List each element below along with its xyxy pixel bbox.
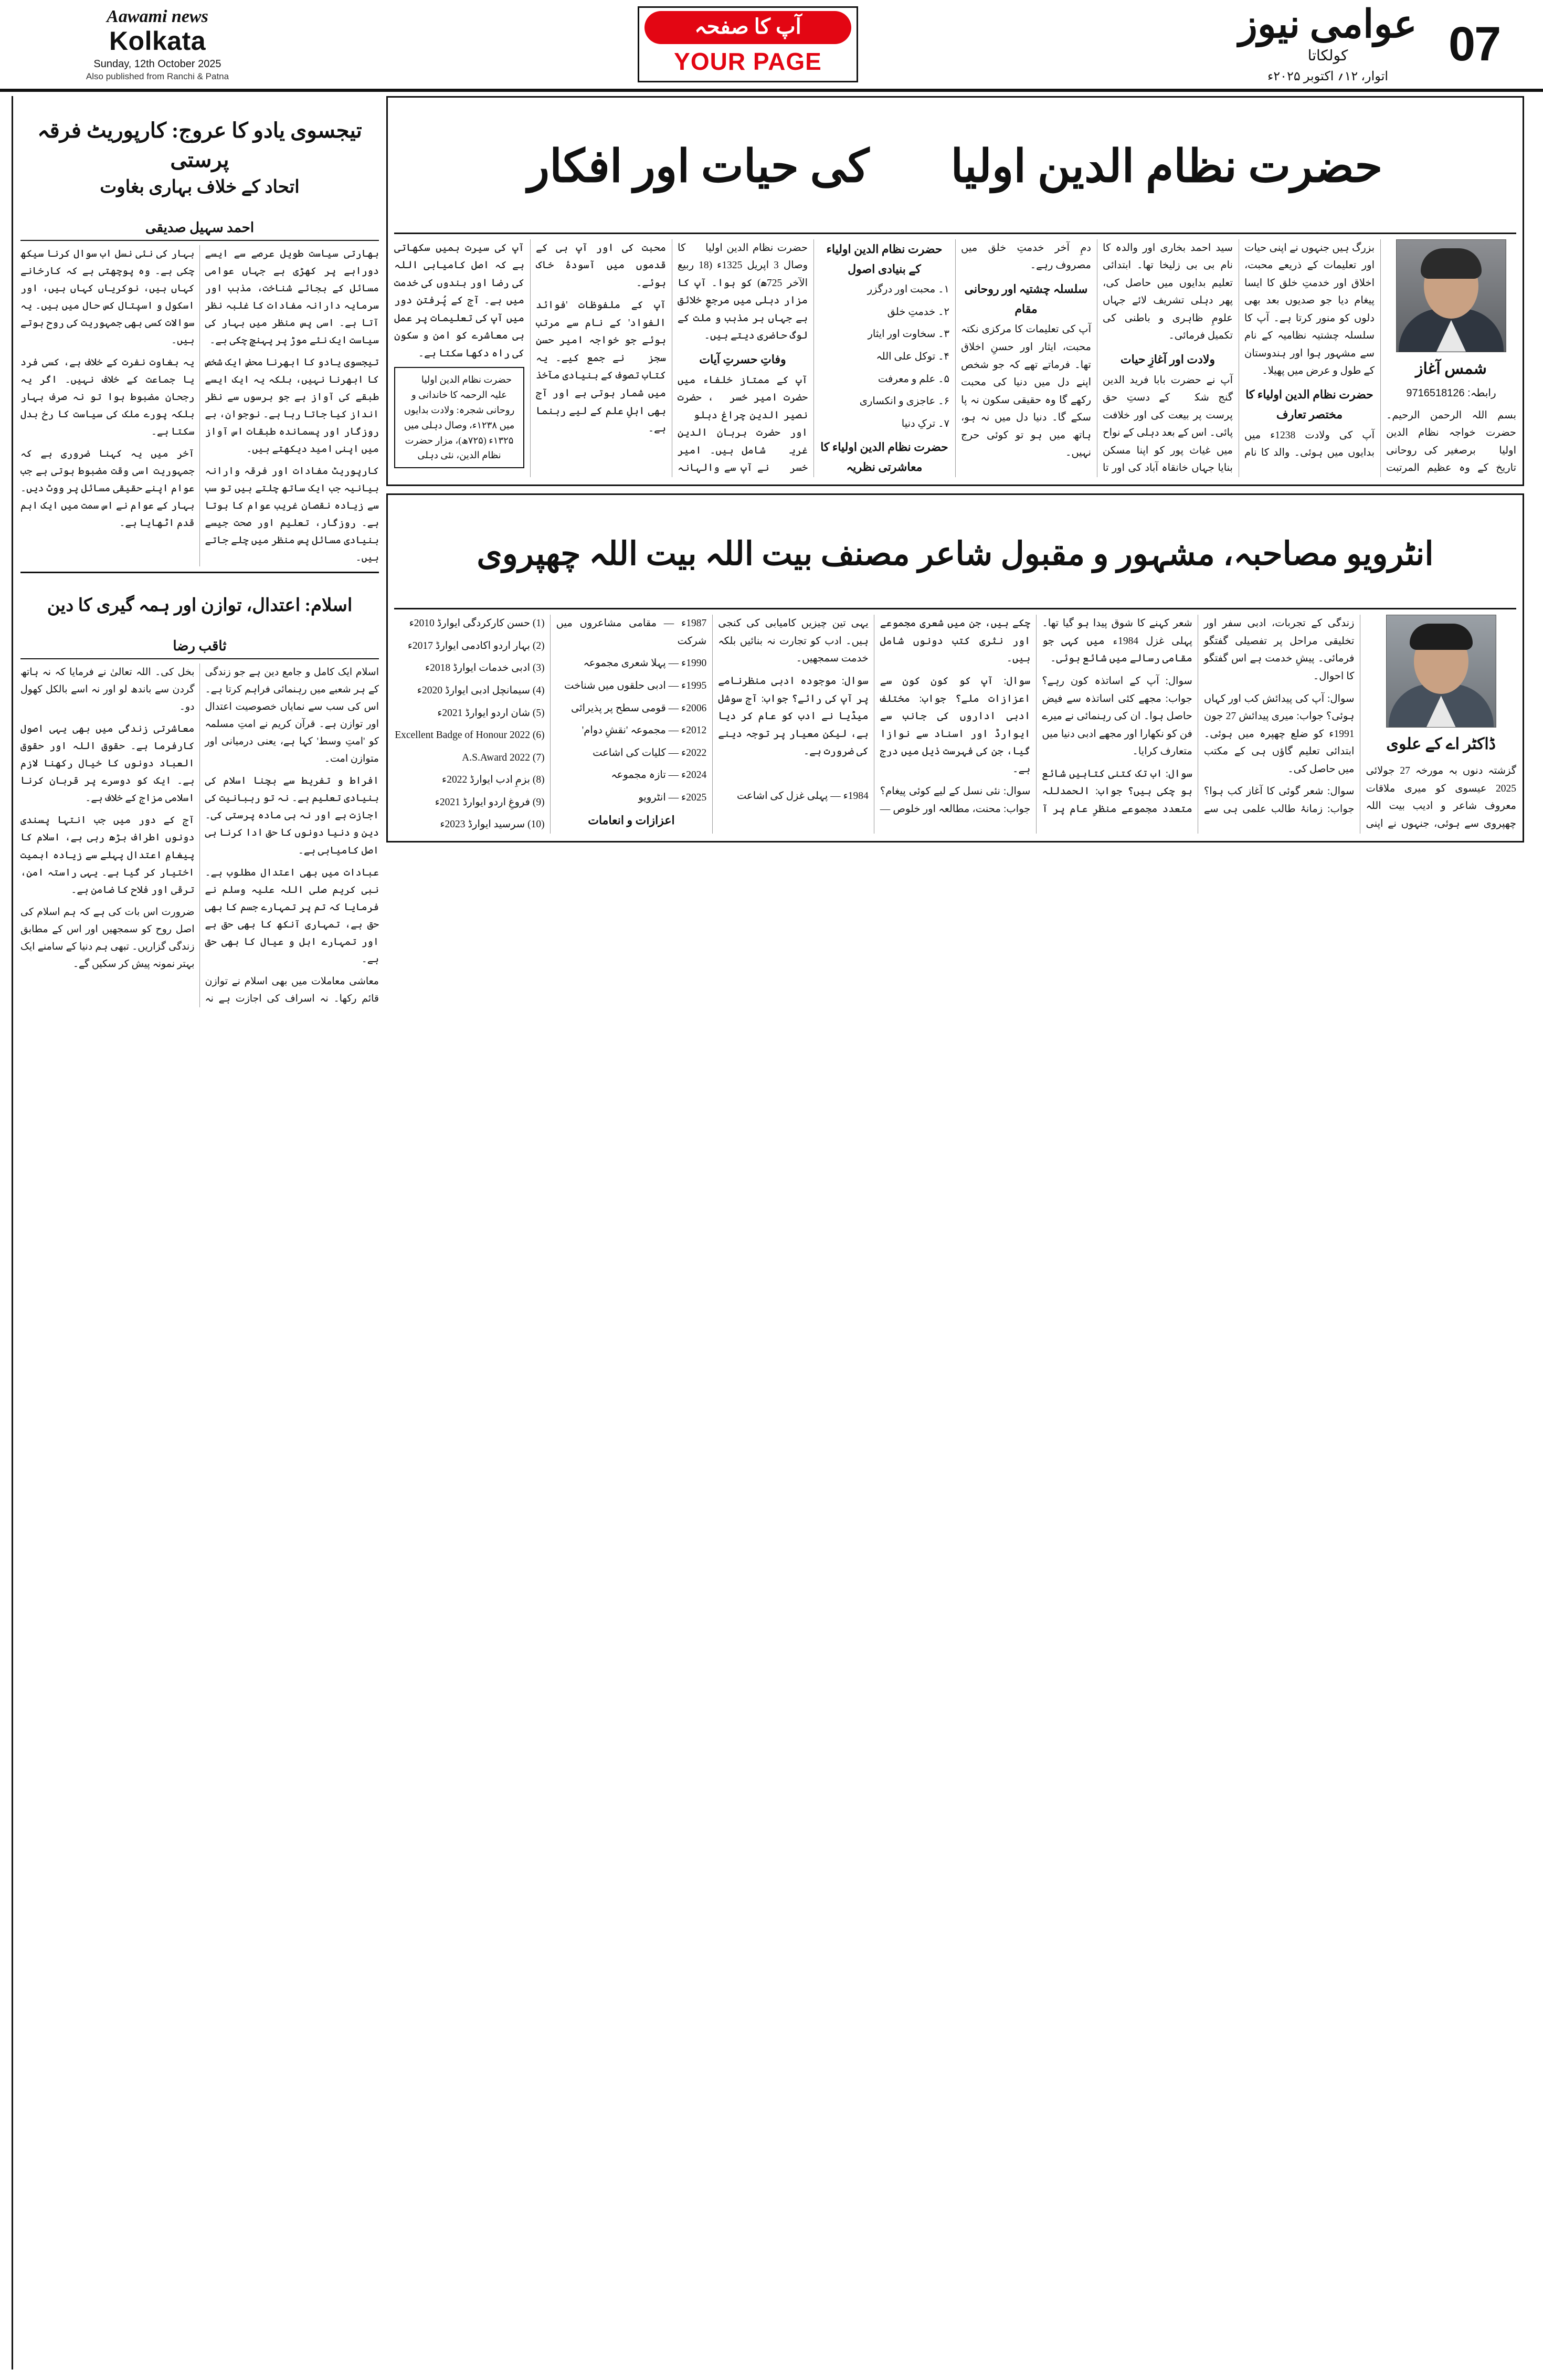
lead-headline: حضرت نظام الدین اولیاءؒ کی حیات اور افکار xyxy=(527,141,1383,192)
teachings-heading: حضرت نظام الدین اولیاء کے بنیادی اصول xyxy=(826,242,943,276)
teaching-item: ۷۔ ترکِ دنیا xyxy=(901,418,949,429)
lead-paragraph-4: آپ کی تعلیمات کا مرکزی نکتہ محبت، ایثار اور حسنِ اخلاق تھا۔ فرماتے تھے کہ جو شخص اپنے دل میں دنیا کی محبت رکھے گا وہ حقیقی سکون نہ پا سکے گا۔ دنیا دل میں نہ ہو، ہاتھ میں ہو تو کوئی حرج نہیں۔ xyxy=(961,324,1091,459)
award-item: (7) A.S.Award 2022 xyxy=(462,752,545,763)
opinion-divider xyxy=(20,572,379,573)
urdu-title: عوامی نیوز xyxy=(1239,3,1417,47)
interview-qa-4: سوال: اب تک کتنی کتابیں شائع ہو چکی ہیں؟ جواب: الحمدللہ متعدد مجموعے منظرِ عام پر آ چکے ہیں، جن میں شعری مجموعے اور نثری کتب دونوں شامل ہیں۔ xyxy=(880,618,1192,815)
lead-subhead-3: سلسلہ چشتیہ اور روحانی مقام xyxy=(964,282,1088,315)
your-page-banner xyxy=(289,6,1207,82)
timeline-item: 1990ء — پہلا شعری مجموعہ xyxy=(583,658,707,669)
opinion-top-title xyxy=(20,114,379,202)
opinion-bottom-byline: ثاقب رضا xyxy=(20,638,379,659)
timeline-item: 2024ء — تازہ مجموعہ xyxy=(611,770,707,781)
award-item: (9) فروغِ اردو ایوارڈ 2021ء xyxy=(435,796,545,808)
awards-list xyxy=(394,615,545,833)
award-item: (10) سرسید ایوارڈ 2023ء xyxy=(440,819,545,830)
award-item: (8) بزمِ ادب ایوارڈ 2022ء xyxy=(442,774,545,786)
timeline-item: 1995ء — ادبی حلقوں میں شناخت xyxy=(564,680,707,692)
award-item: (2) بہار اردو اکادمی ایوارڈ 2017ء xyxy=(407,640,545,651)
timeline-item: 2025ء — انٹرویو xyxy=(638,792,707,803)
brand-city: Kolkata xyxy=(109,26,206,56)
interview-qa-6: سوال: نئی نسل کے لیے کوئی پیغام؟ جواب: محنت، مطالعہ اور خلوص — یہی تین چیزیں کامیابی کی کنجی ہیں۔ ادب کو تجارت نہ بنائیں بلکہ خدمت سمجھیں۔ xyxy=(718,618,1031,815)
lead-article xyxy=(386,96,1524,486)
opinion-top-p4: بہار کی نئی نسل اب سوال کرنا سیکھ چکی ہے۔ وہ پوچھتی ہے کہ کارخانے کہاں ہیں، نوکریاں کہاں ہیں، اور اسکول و اسپتال کس حال میں ہیں۔ یہ سوالات کسی بھی جمہوریت کی روح ہوتے ہیں۔ xyxy=(20,248,195,346)
opinion-bottom-p7: ضرورت اس بات کی ہے کہ ہم اسلام کی اصل روح کو سمجھیں اور اس کے مطابق زندگی گزاریں۔ تبھی ہم دنیا کے سامنے ایک بہتر نمونہ پیش کر سکیں گے۔ xyxy=(20,906,195,970)
opinion-top-p1: بھارتی سیاست طویل عرصے سے ایسے دوراہے پر کھڑی ہے جہاں عوامی مسائل کے بجائے شناخت، مذہب اور سرمایہ دارانہ مفادات کا غلبہ نظر آتا ہے۔ اسی پس منظر میں بہار کی سیاست ایک نئے موڑ پر پہنچ چکی ہے۔ xyxy=(205,248,379,346)
awards-heading: اعزازات و انعامات xyxy=(588,814,675,827)
opinion-top-p3: کارپوریٹ مفادات اور فرقہ وارانہ بیانیہ جب ایک ساتھ چلتے ہیں تو سب سے زیادہ نقصان غریب عوام کا ہوتا ہے۔ روزگار، تعلیم اور صحت جیسے بنیادی مسائل پس منظر میں چلے جاتے ہیں۔ xyxy=(205,466,379,564)
opinion-article-bottom xyxy=(20,591,379,1007)
interview-qa-7: سوال: موجودہ ادبی منظرنامے پر آپ کی رائے؟ جواب: آج سوشل میڈیا نے ادب کو عام کر دیا ہے، لیکن معیار پر توجہ دینے کی ضرورت ہے۔ xyxy=(718,676,869,757)
teachings-list xyxy=(819,281,949,433)
author-photo xyxy=(1396,239,1506,352)
interviewer-block xyxy=(1366,615,1516,758)
english-masthead xyxy=(16,7,289,82)
your-page-urdu-label: آپ کا صفحہ xyxy=(644,11,851,44)
timeline-item: 1984ء — پہلی غزل کی اشاعت xyxy=(737,790,869,802)
opinion-bottom-p1: اسلام ایک کامل و جامع دین ہے جو زندگی کے ہر شعبے میں رہنمائی فراہم کرتا ہے۔ اس کی سب سے نمایاں خصوصیت اعتدال اور توازن ہے۔ قرآن کریم نے امتِ مسلمہ کو 'امتِ وسط' کہا ہے، یعنی درمیانی اور متوازن امت۔ xyxy=(205,667,379,765)
your-page-box xyxy=(638,6,858,82)
lead-paragraph-7: آپ کے ملفوظات 'فوائد الفواد' کے نام سے مرتب ہوئے جو خواجہ امیر حسن سجزیؒ نے جمع کیے۔ یہ کتاب تصوف کے بنیادی مآخذ میں شمار ہوتی ہے اور آج بھی اہلِ علم کے لیے رہنما ہے۔ xyxy=(535,300,666,435)
main-content-area xyxy=(379,96,1531,2370)
masthead xyxy=(0,0,1543,92)
award-item: (1) حسن کارکردگی ایوارڈ 2010ء xyxy=(409,618,545,629)
brand-note: Also published from Ranchi & Patna xyxy=(86,71,229,81)
timeline-item: 2012ء — مجموعہ 'نقشِ دوام' xyxy=(582,725,707,736)
teaching-item: ۴۔ توکل علی اللہ xyxy=(876,351,949,362)
lead-paragraph-2: آپ کی ولادت 1238ء میں بدایوں میں ہوئی۔ والد کا نام سید احمد بخاری اور والدہ کا نام بی بی زلیخا تھا۔ ابتدائی تعلیم بدایوں میں حاصل کی، پھر دہلی تشریف لائے جہاں علومِ ظاہری و باطنی کی تکمیل فرمائی۔ xyxy=(1103,242,1375,459)
teaching-item: ۲۔ خدمتِ خلق xyxy=(887,306,949,318)
opinion-top-body xyxy=(20,245,379,567)
award-item: (4) سیمانچل ادبی ایوارڈ 2020ء xyxy=(417,685,545,697)
lead-subhead-5: وفاتِ حسرتِ آیات xyxy=(699,352,786,366)
urdu-date: اتوار، ۱۲؍ اکتوبر ۲۰۲۵ء xyxy=(1267,69,1389,83)
interview-article xyxy=(386,493,1524,843)
interview-intro: گزشتہ دنوں بہ مورخہ 27 جولائی 2025 عیسوی کو میری ملاقات معروف شاعر و ادیب بیت اللہ چھپروی سے ہوئی، جنہوں نے اپنی زندگی کے تجربات، ادبی سفر اور تخلیقی مراحل پر تفصیلی گفتگو فرمائی۔ پیشِ خدمت ہے اس گفتگو کا احوال۔ xyxy=(1203,618,1517,829)
brand-date: Sunday, 12th October 2025 xyxy=(93,58,221,70)
lead-article-body xyxy=(394,239,1516,477)
author-block xyxy=(1386,239,1516,403)
opinion-bottom-p6: آج کے دور میں جب انتہا پسندی دونوں اطراف بڑھ رہی ہے، اسلام کا پیغامِ اعتدال پہلے سے زیادہ اہمیت اختیار کر گیا ہے۔ یہی راستہ امن، ترقی اور فلاح کا ضامن ہے۔ xyxy=(20,815,195,896)
opinion-bottom-p4: معاشی معاملات میں بھی اسلام نے توازن قائم رکھا۔ نہ اسراف کی اجازت ہے نہ بخل کی۔ اللہ تعالیٰ نے فرمایا کہ نہ ہاتھ گردن سے باندھ لو اور نہ اسے بالکل کھول دو۔ xyxy=(20,667,379,1004)
teaching-item: ۶۔ عاجزی و انکساری xyxy=(859,396,949,407)
award-item: (6) Excellent Badge of Honour 2022 xyxy=(395,730,545,741)
opinion-bottom-p5: معاشرتی زندگی میں بھی یہی اصول کارفرما ہے۔ حقوق اللہ اور حقوق العباد دونوں کا خیال رکھنا لازم ہے۔ ایک کو دوسرے پر قربان کرنا اسلامی مزاج کے خلاف ہے۔ xyxy=(20,723,195,804)
lead-caption: حضرت نظام الدین اولیاءؒ علیہ الرحمہ کا خاندانی و روحانی شجرہ: ولادت بدایوں میں ۱۲۳۸ء، وصال دہلی میں ۱۳۲۵ء (۷۲۵ھ)، مزار حضرت نظام الدین، نئی دہلی xyxy=(394,367,524,468)
opinion-article-top xyxy=(20,114,379,566)
timeline-heading xyxy=(718,765,869,785)
timeline-item: 2006ء — قومی سطح پر پذیرائی xyxy=(570,702,707,714)
interview-qa-2: سوال: شعر گوئی کا آغاز کب ہوا؟ جواب: زمانۂ طالب علمی ہی سے شعر کہنے کا شوق پیدا ہو گیا تھا۔ پہلی غزل 1984ء میں کہی جو مقامی رسالے میں شائع ہوئی۔ xyxy=(1042,618,1355,815)
opinion-top-p6: آخر میں یہ کہنا ضروری ہے کہ جمہوریت اسی وقت مضبوط ہوتی ہے جب عوام اپنے حقیقی مسائل پر ووٹ دیں۔ بہار کے عوام نے اس سمت میں ایک اہم قدم اٹھایا ہے۔ xyxy=(20,448,195,529)
opinion-bottom-p3: عبادات میں بھی اعتدال مطلوب ہے۔ نبی کریم صلی اللہ علیہ وسلم نے فرمایا کہ تم پر تمہارے جسم کا بھی حق ہے، تمہاری آنکھ کا بھی حق ہے اور تمہارے اہل و عیال کا بھی حق ہے۔ xyxy=(205,867,379,965)
opinion-top-title-line2: اتحاد کے خلاف بہاری بغاوت xyxy=(100,177,300,197)
lead-subhead-1: حضرت نظام الدین اولیاء کا مختصر تعارف xyxy=(1245,387,1373,421)
page-body xyxy=(0,92,1543,2380)
award-item: (5) شان اردو ایوارڈ 2021ء xyxy=(437,707,545,719)
urdu-masthead-logo xyxy=(1207,5,1449,84)
interviewer-photo xyxy=(1386,615,1496,728)
your-page-english-label: YOUR PAGE xyxy=(674,48,822,75)
timeline-item: 1987ء — مقامی مشاعروں میں شرکت xyxy=(556,618,707,647)
opinion-bottom-p2: افراط و تفریط سے بچنا اسلام کی بنیادی تعلیم ہے۔ نہ تو رہبانیت کی اجازت ہے اور نہ ہی مادہ پرستی کی۔ دین و دنیا دونوں کا حق ادا کرنا ہی اصل کامیابی ہے۔ xyxy=(205,775,379,856)
author-contact: رابطہ: 9716518126 xyxy=(1406,387,1496,399)
interview-qa-3: سوال: آپ کے اساتذہ کون رہے؟ جواب: مجھے کئی اساتذہ سے فیض حاصل ہوا۔ ان کی رہنمائی نے میرے فن کو نکھارا اور مجھے ادبی دنیا میں متعارف کرایا۔ xyxy=(1042,676,1192,757)
lead-paragraph-6: آپ کے ممتاز خلفاء میں حضرت امیر خسروؒ، حضرت نصیر الدین چراغ دہلویؒ اور حضرت برہان الدین غریبؒ شامل ہیں۔ امیر خسروؒ نے آپ سے والہانہ محبت کی اور آپ ہی کے قدموں میں آسودۂ خاک ہوئے۔ xyxy=(536,242,808,474)
timeline-item: 2022ء — کلیات کی اشاعت xyxy=(593,747,707,759)
lead-subhead-2: ولادت اور آغازِ حیات xyxy=(1120,352,1216,366)
teaching-item: ۳۔ سخاوت اور ایثار xyxy=(868,329,949,340)
opinion-top-p2: تیجسوی یادو کا ابھرنا محض ایک شخص کا ابھرنا نہیں، بلکہ یہ ایک ایسے طبقے کی آواز ہے جو برسوں سے نظر انداز کیا جاتا رہا ہے۔ نوجوان، بے روزگار اور پسماندہ طبقات اس آواز میں اپنی امید دیکھتے ہیں۔ xyxy=(205,356,379,455)
opinion-top-byline: احمد سہیل صدیقی xyxy=(20,220,379,241)
opinion-column xyxy=(12,96,379,2370)
teaching-item: ۵۔ علم و معرفت xyxy=(878,373,949,385)
interview-body xyxy=(394,615,1516,833)
interview-qa-5: سوال: آپ کو کون کون سے اعزازات ملے؟ جواب: مختلف ادبی اداروں کی جانب سے ایوارڈ اور اسناد سے نوازا گیا، جن کی فہرست ذیل میں درج ہے۔ xyxy=(880,676,1031,775)
lead-paragraph-3: آپ نے حضرت بابا فرید الدین گنج شکرؒ کے دستِ حق پرست پر بیعت کی اور خلافت پائی۔ اس کے بعد دہلی کے نواح میں غیاث پور کو اپنا مسکن بنایا جہاں خانقاہ آباد کی اور تا دمِ آخر خدمتِ خلق میں مصروف رہے۔ xyxy=(961,242,1233,474)
opinion-bottom-title: اسلام: اعتدال، توازن اور ہمہ گیری کا دین xyxy=(47,596,353,616)
interview-qa-1: سوال: آپ کی پیدائش کب اور کہاں ہوئی؟ جواب: میری پیدائش 27 جون 1991ء کو ضلع چھپرہ میں ہوئی۔ ابتدائی تعلیم گاؤں ہی کے مکتب میں حاصل کی۔ xyxy=(1203,693,1355,775)
urdu-city: کولکاتا xyxy=(1307,47,1348,64)
opinion-bottom-body xyxy=(20,664,379,1007)
opinion-top-p5: یہ بغاوت نفرت کے خلاف ہے، کسی فرد یا جماعت کے خلاف نہیں۔ اگر یہ رجحان مضبوط ہوا تو نہ صرف بہار بلکہ پورے ملک کی سیاست کا رخ بدل سکتا ہے۔ xyxy=(20,356,195,438)
interviewer-name: ڈاکٹر اے کے علوی xyxy=(1386,735,1496,753)
lead-paragraph-5: حضرت نظام الدین اولیاءؒ کا وصال 3 اپریل 1325ء (18 ربیع الآخر 725ھ) کو ہوا۔ آپ کا مزار دہلی میں مرجعِ خلائق ہے جہاں ہر مذہب و ملت کے لوگ حاضری دیتے ہیں۔ xyxy=(678,242,808,342)
interview-headline: انٹرویو مصاحبہ، مشہور و مقبول شاعر مصنف بیت اللہ بیت اللہ چھپروی xyxy=(477,536,1434,573)
author-name: شمس آغاز xyxy=(1415,360,1487,377)
lead-paragraph-8: آپ کی سیرت ہمیں سکھاتی ہے کہ اصل کامیابی اللہ کی رضا اور بندوں کی خدمت میں ہے۔ آج کے پُرفتن دور میں آپ کی تعلیمات پر عمل ہی معاشرے کو امن و سکون کی راہ دکھا سکتا ہے۔ xyxy=(394,242,524,359)
brand-name: Aawami news xyxy=(107,7,208,26)
award-item: (3) ادبی خدمات ایوارڈ 2018ء xyxy=(425,662,545,674)
opinion-top-title-line1: تیجسوی یادو کا عروج: کارپوریٹ فرقہ پرستی xyxy=(37,119,362,172)
lead-paragraph-1: بسم اللہ الرحمن الرحیم۔ حضرت خواجہ نظام الدین اولیاءؒ برصغیر کی روحانی تاریخ کے وہ عظیم المرتبت بزرگ ہیں جنہوں نے اپنی حیات اور تعلیمات کے ذریعے محبت، اخلاق اور خدمتِ خلق کا ایسا پیغام دیا جو صدیوں بعد بھی دلوں کو منور کرتا ہے۔ آپ کا سلسلہ چشتیہ نظامیہ کے نام سے مشہور ہوا اور ہندوستان کے طول و عرض میں پھیلا۔ xyxy=(1244,242,1516,474)
page-number-block xyxy=(1449,17,1527,72)
teaching-item: ۱۔ محبت اور درگزر xyxy=(867,284,949,296)
page-number: 07 xyxy=(1449,17,1500,71)
lead-subhead-4: حضرت نظام الدین اولیاء کا معاشرتی نظریہ xyxy=(820,440,948,473)
